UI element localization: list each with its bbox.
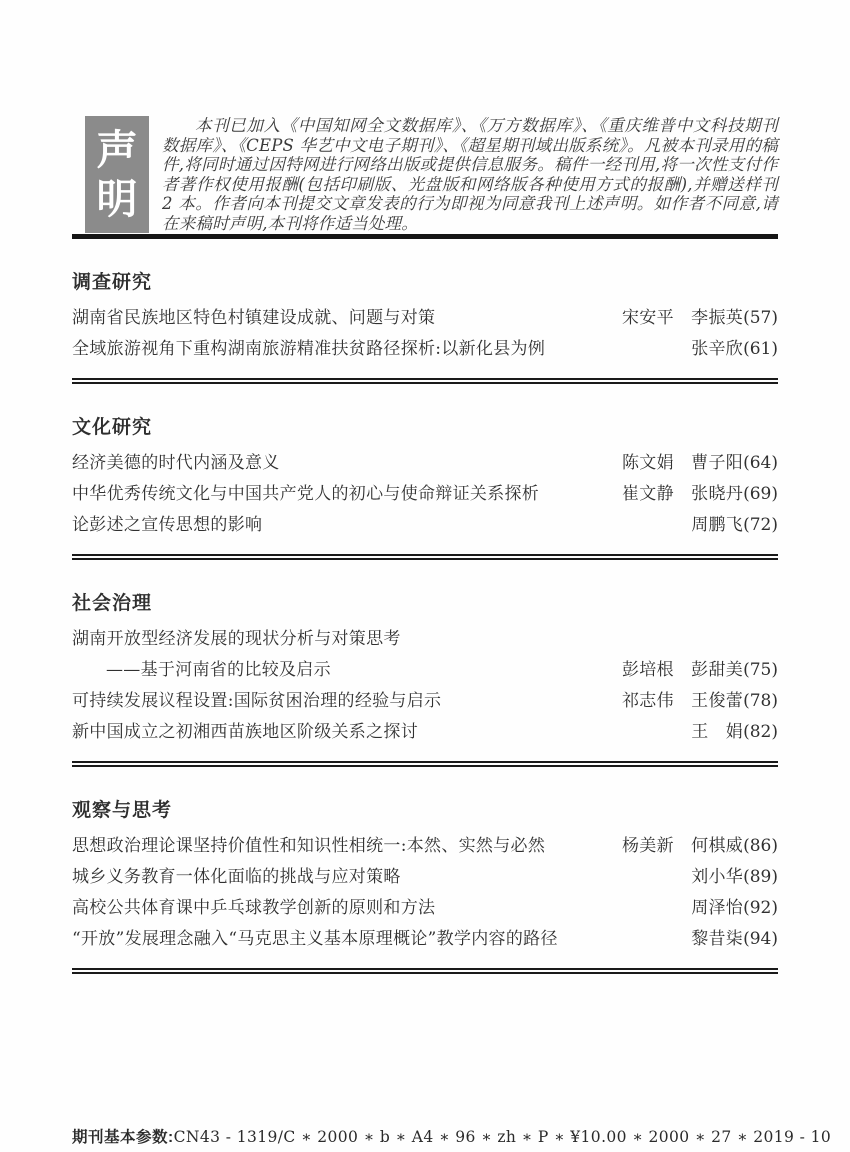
article-right [675, 893, 778, 924]
article-row [72, 831, 778, 862]
section-rows [72, 303, 778, 365]
section-divider [72, 968, 778, 974]
article-row [72, 334, 778, 365]
journal-parameters [72, 1126, 832, 1149]
article-authors: 周泽怡 [691, 898, 744, 918]
article-right [675, 862, 778, 893]
article-row [72, 924, 778, 955]
article-page-number: (82) [743, 722, 778, 742]
article-right [606, 303, 778, 334]
section-rows [72, 624, 778, 748]
article-row [72, 624, 778, 655]
toc-section [72, 239, 778, 384]
section-rows [72, 831, 778, 955]
article-right [675, 924, 778, 955]
page-content [72, 0, 832, 1149]
article-right [675, 717, 778, 748]
article-title: 思想政治理论课坚持价值性和知识性相统一:本然、实然与必然 [72, 836, 546, 856]
article-right [606, 479, 778, 510]
article-row [72, 448, 778, 479]
article-title: 湖南开放型经济发展的现状分析与对策思考 [72, 629, 401, 649]
section-title: 观察与思考 [72, 800, 173, 821]
toc-sections [72, 239, 778, 974]
article-row [72, 717, 778, 748]
article-row [72, 510, 778, 541]
toc-section [72, 384, 778, 560]
article-page-number: (57) [743, 308, 778, 328]
article-right [675, 510, 778, 541]
toc-section [72, 560, 778, 767]
article-title: 经济美德的时代内涵及意义 [72, 453, 280, 473]
article-right [606, 831, 778, 862]
toc-section [72, 767, 778, 974]
article-title: 论彭述之宣传思想的影响 [72, 515, 263, 535]
article-authors: 祁志伟 王俊蕾 [621, 691, 744, 711]
article-row [72, 479, 778, 510]
article-right [675, 334, 778, 365]
article-title: ——基于河南省的比较及启示 [106, 660, 331, 680]
article-right [606, 448, 778, 479]
article-page-number: (78) [743, 691, 778, 711]
declaration-badge-char-2: 明 [96, 175, 138, 222]
section-title: 调查研究 [72, 272, 153, 293]
section-title: 文化研究 [72, 417, 153, 438]
article-title: 城乡义务教育一体化面临的挑战与应对策略 [72, 867, 401, 887]
article-page-number: (72) [743, 515, 778, 535]
journal-parameters-label: 期刊基本参数: [72, 1129, 174, 1146]
article-page-number: (92) [743, 898, 778, 918]
article-authors: 王 娟 [691, 722, 744, 742]
article-title: 湖南省民族地区特色村镇建设成就、问题与对策 [72, 308, 436, 328]
journal-parameters-value: CN43 - 1319/C ∗ 2000 ∗ b ∗ A4 ∗ 96 ∗ zh ∗ P ∗ ¥10.00 ∗ 2000 ∗ 27 ∗ 2019 - 10 [173, 1128, 832, 1146]
article-row [72, 686, 778, 717]
article-page-number: (64) [743, 453, 778, 473]
article-row [72, 893, 778, 924]
article-row [72, 303, 778, 334]
article-right [606, 686, 778, 717]
section-rows [72, 448, 778, 541]
article-authors: 黎昔柒 [691, 929, 744, 949]
article-page-number: (94) [743, 929, 778, 949]
article-authors: 彭培根 彭甜美 [621, 660, 744, 680]
article-right [606, 655, 778, 686]
article-row [72, 655, 778, 686]
article-page-number: (61) [743, 339, 778, 359]
article-title: 可持续发展议程设置:国际贫困治理的经验与启示 [72, 691, 442, 711]
declaration-badge-char-1: 声 [96, 127, 138, 174]
article-authors: 周鹏飞 [691, 515, 744, 535]
article-page-number: (69) [743, 484, 778, 504]
section-title: 社会治理 [72, 593, 153, 614]
article-authors: 刘小华 [691, 867, 744, 887]
article-page-number: (89) [743, 867, 778, 887]
article-page-number: (86) [743, 836, 778, 856]
article-authors: 杨美新 何棋威 [621, 836, 744, 856]
article-title: 新中国成立之初湘西苗族地区阶级关系之探讨 [72, 722, 418, 742]
article-title: 全域旅游视角下重构湖南旅游精准扶贫路径探析:以新化县为例 [72, 339, 546, 359]
article-title: “开放”发展理念融入“马克思主义基本原理概论”教学内容的路径 [72, 929, 558, 949]
article-authors: 宋安平 李振英 [621, 308, 744, 328]
article-authors: 崔文静 张晓丹 [621, 484, 744, 504]
article-title: 高校公共体育课中乒乓球教学创新的原则和方法 [72, 898, 436, 918]
article-title: 中华优秀传统文化与中国共产党人的初心与使命辩证关系探析 [72, 484, 540, 504]
article-authors: 张辛欣 [691, 339, 744, 359]
article-authors: 陈文娟 曹子阳 [621, 453, 744, 473]
article-page-number: (75) [743, 660, 778, 680]
article-row [72, 862, 778, 893]
declaration-section [85, 116, 778, 233]
declaration-text: 本刊已加入《中国知网全文数据库》、《万方数据库》、《重庆维普中文科技期刊数据库》、《CEPS 华艺中文电子期刊》、《超星期刊域出版系统》。凡被本刊录用的稿件,将同时通过因特网进行网络出版或提供信息服务。稿件一经刊用,将一次性支付作者著作权使用报酬(包括印刷版、光盘版和网络版各种使用方式的报酬),并赠送样刊 2 本。作者向本刊提交文章发表的行为即视为同意我刊上述声明。如作者不同意,请在来稿时声明,本刊将作适当处理。 [162, 116, 778, 233]
declaration-badge [85, 116, 149, 233]
